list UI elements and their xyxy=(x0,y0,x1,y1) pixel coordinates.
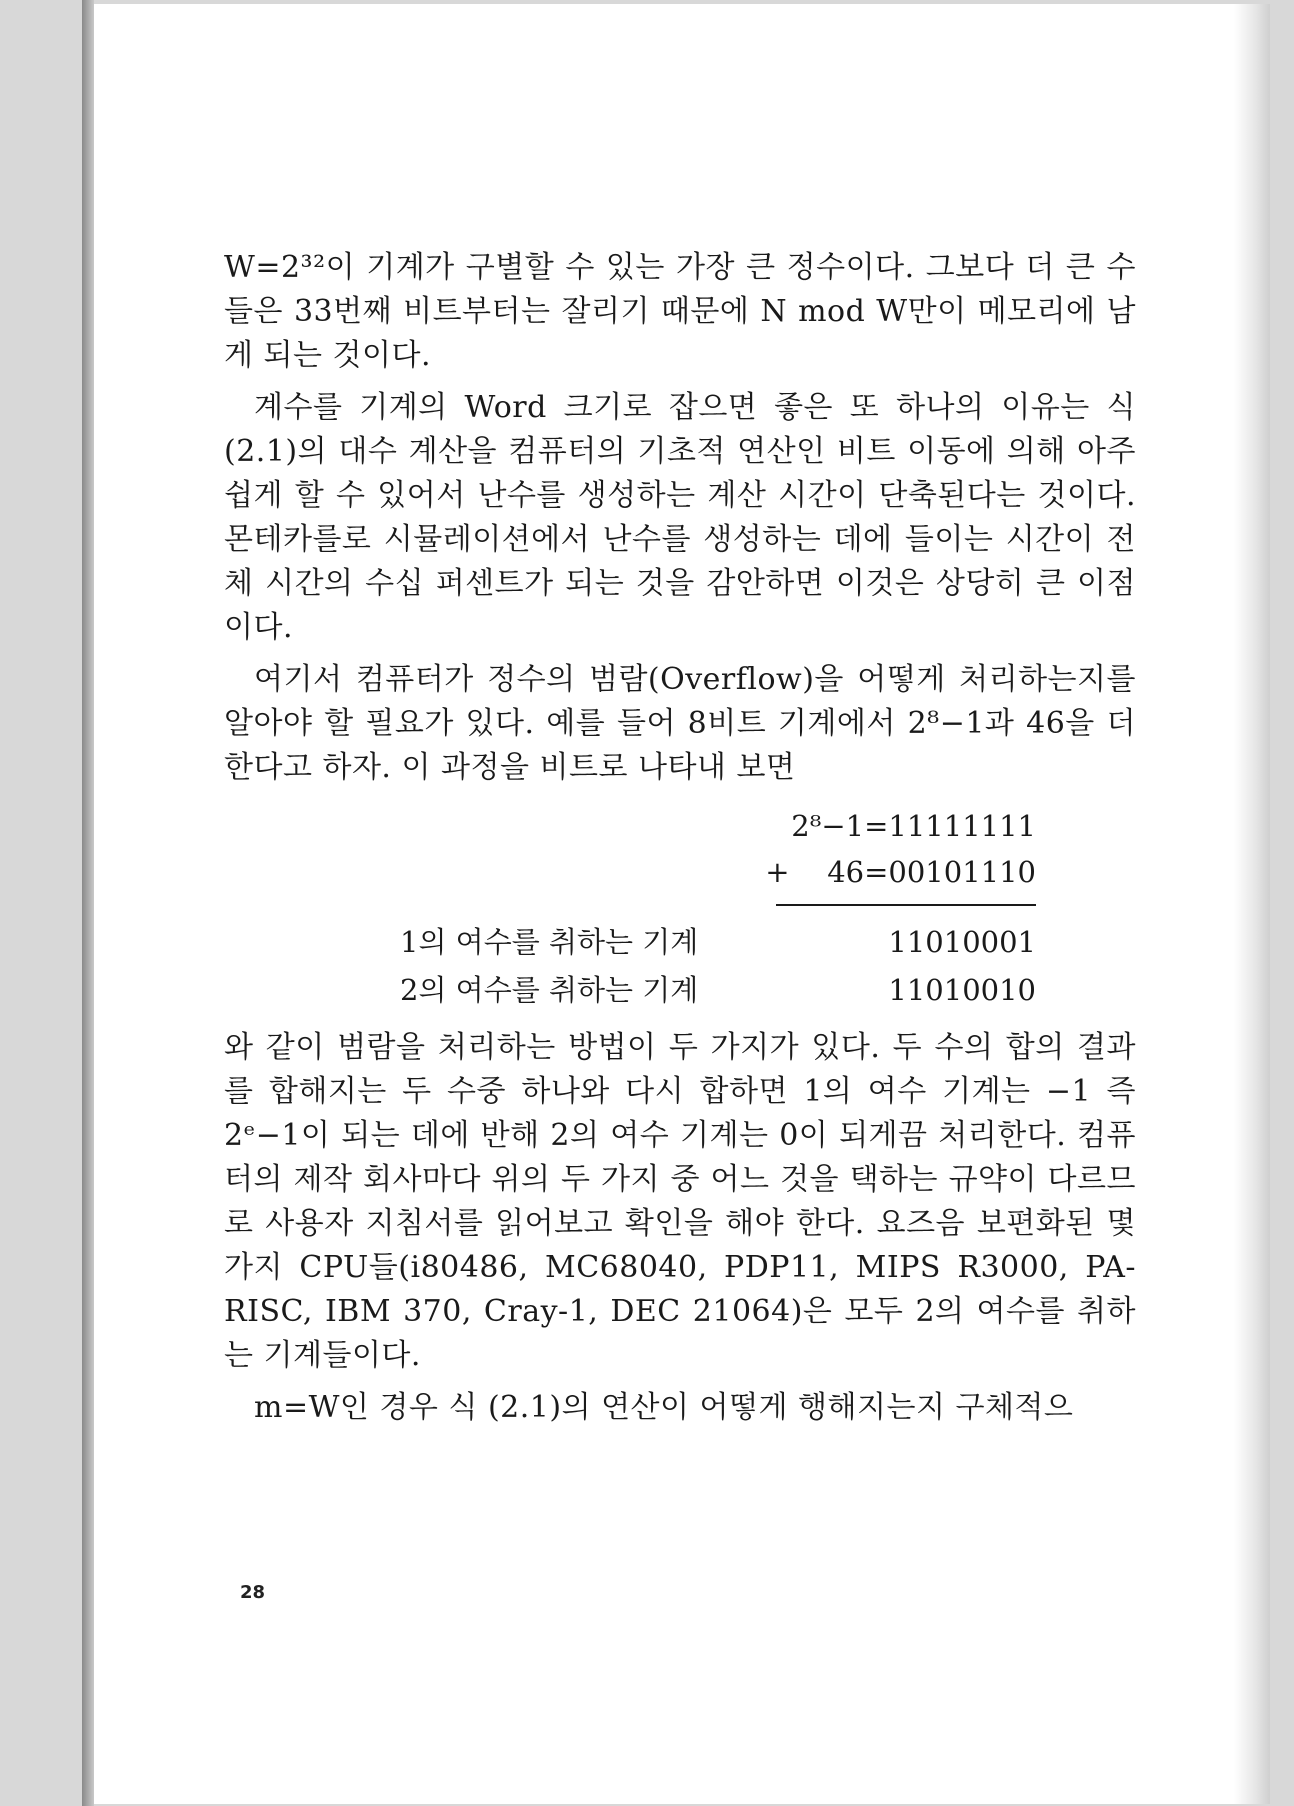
body-text xyxy=(224,246,1136,1438)
paragraph-3: 여기서 컴퓨터가 정수의 범람(Overflow)을 어떻게 처리하는지를 알아야 할 필요가 있다. 예를 들어 8비트 기계에서 2⁸−1과 46을 더한다고 하자. 이 과정을 비트로 나타내 보면 xyxy=(224,662,1136,785)
paragraph-4: 와 같이 범람을 처리하는 방법이 두 가지가 있다. 두 수의 합의 결과를 합해지는 두 수중 하나와 다시 합하면 1의 여수 기계는 −1 즉 2ᵉ−1이 되는 데에 반해 2의 여수 기계는 0이 되게끔 처리한다. 컴퓨터의 제작 회사마다 위의 두 가지 중 어느 것을 택하는 규약이 다르므로 사용자 지침서를 읽어보고 확인을 해야 한다. 요즈음 보편화된 몇 가지 CPU들(i80486, MC68040, PDP11, MIPS R3000, PA-RISC, IBM 370, Cray-1, DEC 21064)은 모두 2의 여수를 취하는 기계들이다. xyxy=(224,1030,1136,1373)
equation-line-1: 2⁸−1=11111111 xyxy=(791,809,1036,843)
equation-line-2-value: 46=00101110 xyxy=(827,855,1036,889)
twos-complement-label: 2의 여수를 취하는 기계 xyxy=(400,973,699,1007)
paragraph-1: W=2³²이 기계가 구별할 수 있는 가장 큰 정수이다. 그보다 더 큰 수들은 33번째 비트부터는 잘리기 때문에 N mod W만이 메모리에 남게 되는 것이다. xyxy=(224,250,1136,373)
twos-complement-value: 11010010 xyxy=(888,973,1036,1007)
book-page xyxy=(94,4,1270,1804)
equation-line-2 xyxy=(765,852,1036,892)
ones-complement-value: 11010001 xyxy=(888,925,1036,959)
page-number: 28 xyxy=(240,1582,266,1603)
binary-addition-example xyxy=(224,798,1136,1018)
book-spine-shadow xyxy=(82,0,94,1806)
plus-sign: + xyxy=(765,855,790,889)
ones-complement-label: 1의 여수를 취하는 기계 xyxy=(400,925,699,959)
paragraph-2: 계수를 기계의 Word 크기로 잡으면 좋은 또 하나의 이유는 식 (2.1)의 대수 계산을 컴퓨터의 기초적 연산인 비트 이동에 의해 아주 쉽게 할 수 있어서 난수를 생성하는 계산 시간이 단축된다는 것이다. 몬테카를로 시뮬레이션에서 난수를 생성하는 데에 들이는 시간이 전체 시간의 수십 퍼센트가 되는 것을 감안하면 이것은 상당히 큰 이점이다. xyxy=(224,390,1136,645)
page-edge-shadow xyxy=(1234,4,1270,1804)
paragraph-5: m=W인 경우 식 (2.1)의 연산이 어떻게 행해지는지 구체적으 xyxy=(254,1390,1074,1425)
sum-rule xyxy=(776,904,1036,906)
